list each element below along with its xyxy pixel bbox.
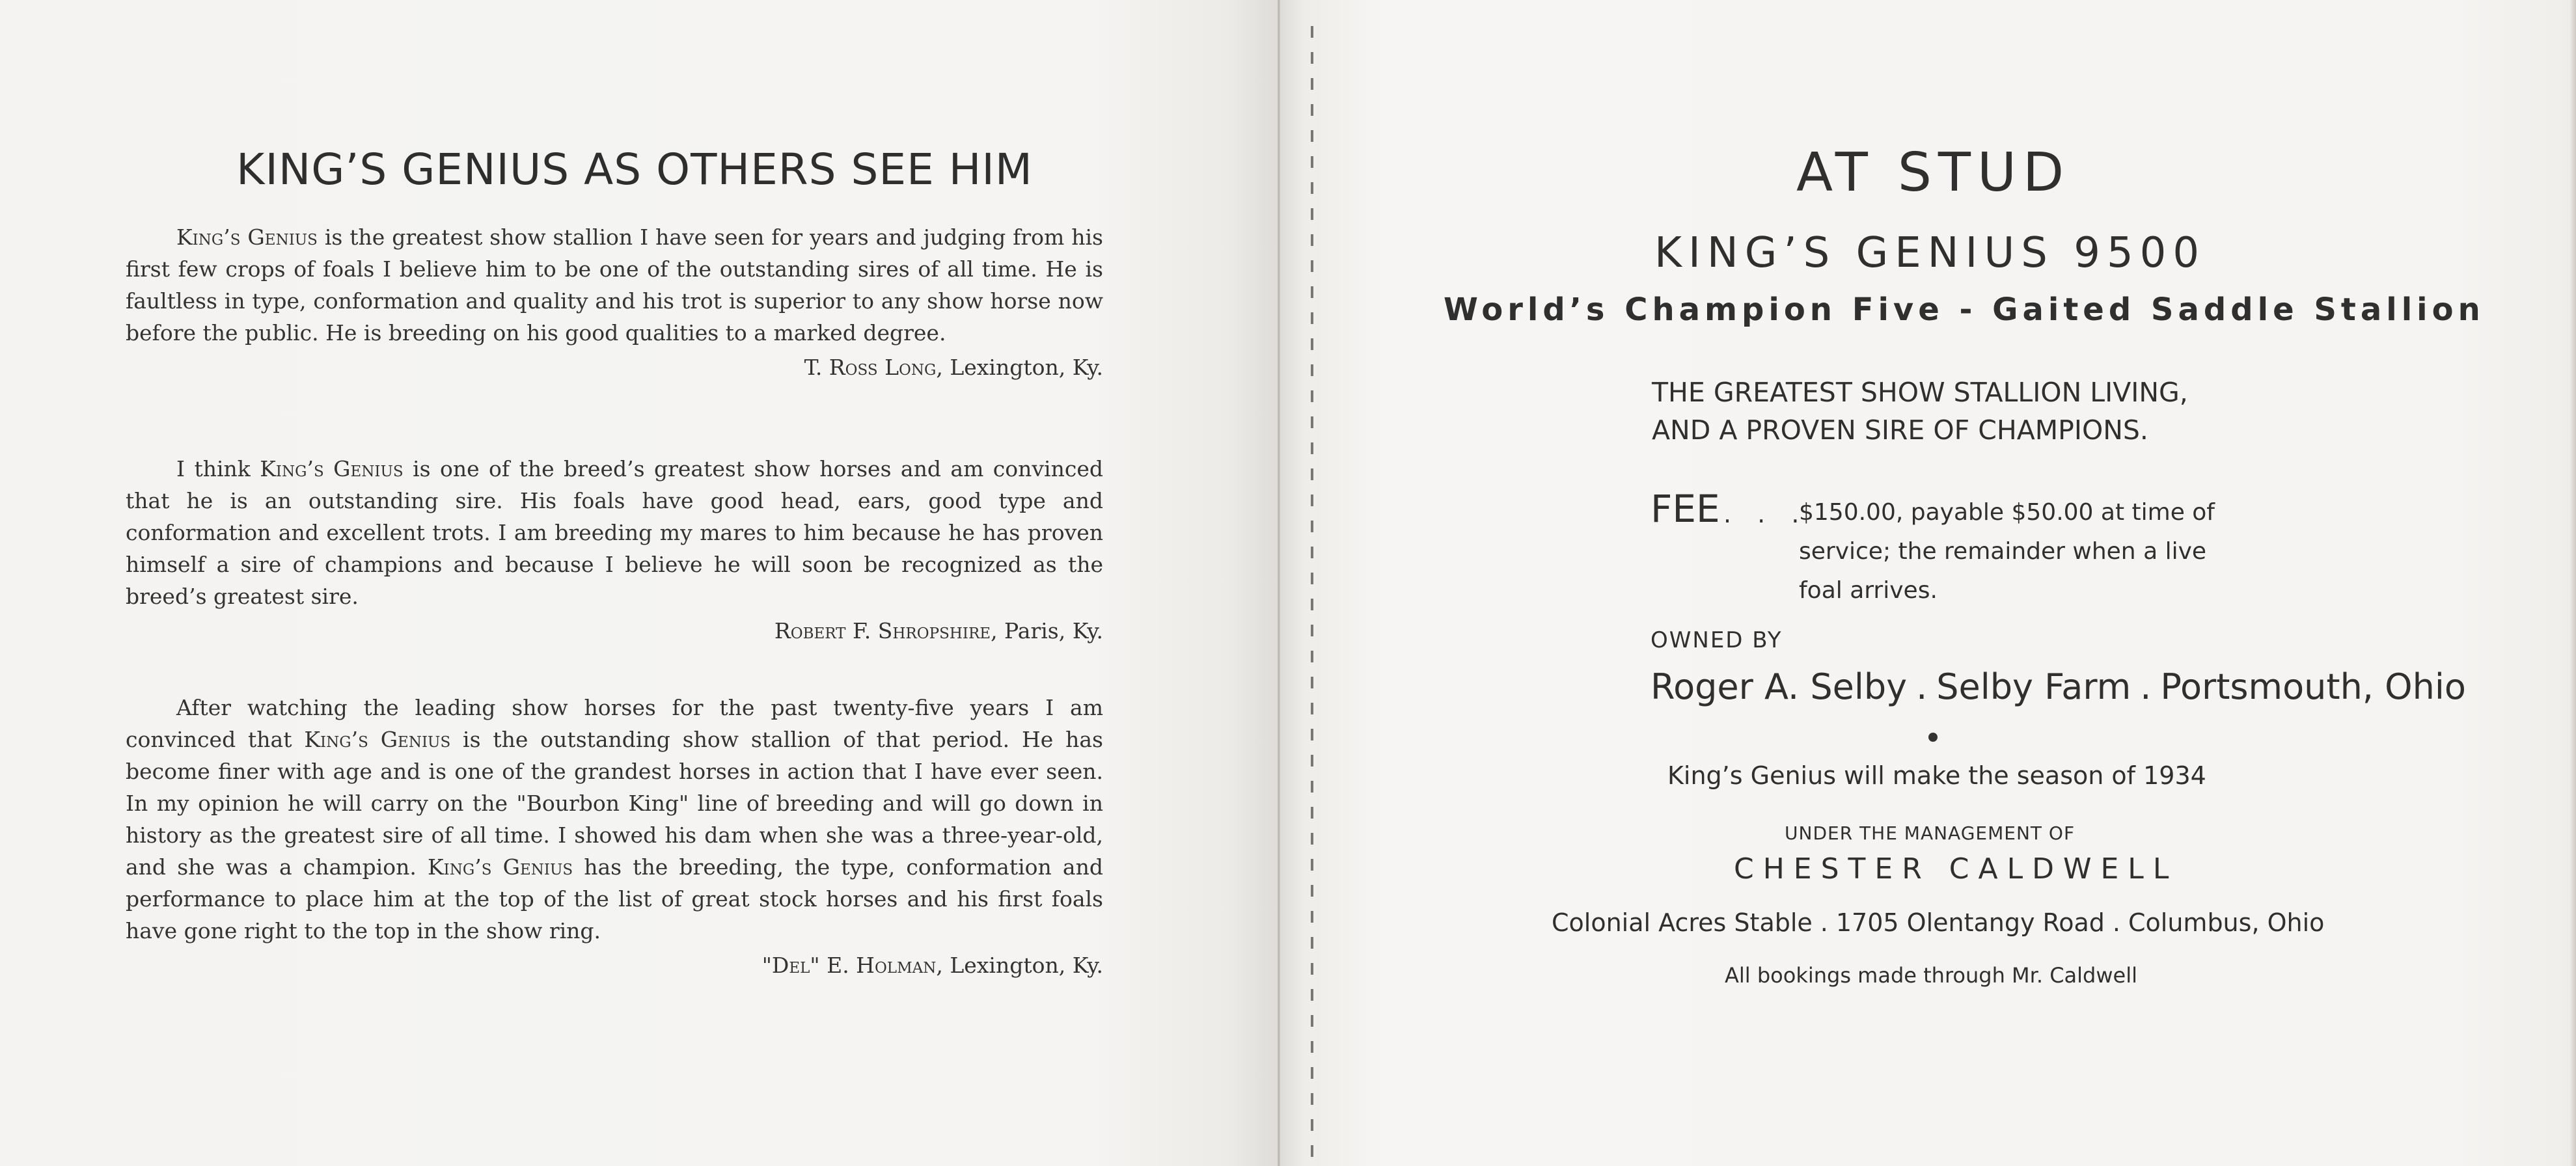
testimonial-body-continued: has the breeding, the type, conformation and performance to place him at the top of the list of great stock horses and his first foals have gone right to the top in the show ring. [126,854,1103,943]
separator-dot: . [2112,908,2120,937]
world-champion-subtitle: World’s Champion Five - Gaited Saddle Stallion [1444,292,2485,328]
testimonial-text [126,453,1103,612]
testimonial-text [126,692,1103,947]
farm-name: Selby Farm [1936,666,2131,707]
separator-dot: . [1916,666,1928,707]
testimonial-1 [126,221,1103,383]
signature-name: Holman [856,953,937,978]
fee-label: FEE [1651,487,1720,531]
testimonial-signature [126,949,1103,981]
signature-place: , Lexington, Ky. [936,355,1103,380]
bullet-divider-icon [1928,733,1938,742]
testimonial-body: is the greatest show stallion I have seen for years and judging from his first few crops of foals I believe him to be one of the outstanding sires of all time. He is faultless in type, conformation and quality and his trot is superior to any show horse now before the public. He is breeding on his good qualities to a marked degree. [126,224,1103,346]
stable-location: Columbus, Ohio [2128,908,2325,937]
binding-stitches [1311,26,1313,1158]
separator-dot: . [2140,666,2152,707]
separator-dot: . [1820,908,1828,937]
horse-name-smallcaps: King’s Genius [427,854,573,880]
testimonial-signature [126,351,1103,383]
testimonial-pre: After watching the leading show horses for the past twenty-five years I am convinced that [126,695,1103,752]
at-stud-heading: AT STUD [1796,142,2071,204]
testimonial-body: is one of the breed’s greatest show horses and am convinced that he is an outstanding sire. His foals have good head, ears, good type and conformation and excellent trots. I am breeding my mares to him because he has proven himself a sire of champions and because I believe he will soon be recognized as the breed’s greatest sire. [126,456,1103,609]
testimonial-2 [126,453,1103,647]
stable-name: Colonial Acres Stable [1552,908,1813,937]
testimonial-body: is the outstanding show stallion of that period. He has become finer with age and is one of the grandest horses in action that I have ever seen. In my opinion he will carry on the "Bourbon King" line of breeding and will go down in history as the greatest sire of all time. I showed his dam when she was a three-year-old, and she was a champion. [126,727,1103,880]
signature-name: T. Ross Long [804,355,937,380]
fee-text: $150.00, payable $50.00 at time of service; the remainder when a live foal arrives. [1799,499,2215,604]
signature-prefix: "Del" E. [761,953,856,978]
management-label: UNDER THE MANAGEMENT OF [1785,822,2076,844]
left-page-title: KING’S GENIUS AS OTHERS SEE HIM [236,144,1033,195]
testimonial-3 [126,692,1103,981]
horse-name-heading: KING’S GENIUS 9500 [1654,229,2206,277]
manager-name: CHESTER CALDWELL [1734,852,2178,886]
fee-leader-dots: . . . [1723,500,1809,528]
greatest-line-2: AND A PROVEN SIRE OF CHAMPIONS. [1652,414,2148,446]
horse-name-smallcaps: King’s Genius [176,224,318,250]
owner-line [1651,666,2466,707]
testimonial-text [126,221,1103,349]
greatest-statement [1652,373,2188,449]
testimonial-pre: I think [176,456,260,481]
signature-place: , Paris, Ky. [991,618,1103,644]
owner-name: Roger A. Selby [1651,666,1908,707]
stable-address: 1705 Olentangy Road [1835,908,2105,937]
binding-gutter [1278,0,1280,1166]
testimonial-signature [126,615,1103,647]
page-edge [2569,0,2576,1166]
season-note: King’s Genius will make the season of 1934 [1667,761,2206,790]
horse-name-smallcaps: King’s Genius [260,456,404,481]
stable-line [1552,908,2324,937]
owner-location: Portsmouth, Ohio [2160,666,2466,707]
signature-name: Robert F. Shropshire [774,618,991,644]
signature-place: , Lexington, Ky. [936,953,1103,978]
greatest-line-1: THE GREATEST SHOW STALLION LIVING, [1652,377,2188,408]
owned-by-label: OWNED BY [1651,627,1783,653]
bookings-note: All bookings made through Mr. Caldwell [1725,963,2137,988]
horse-name-smallcaps: King’s Genius [304,727,451,752]
